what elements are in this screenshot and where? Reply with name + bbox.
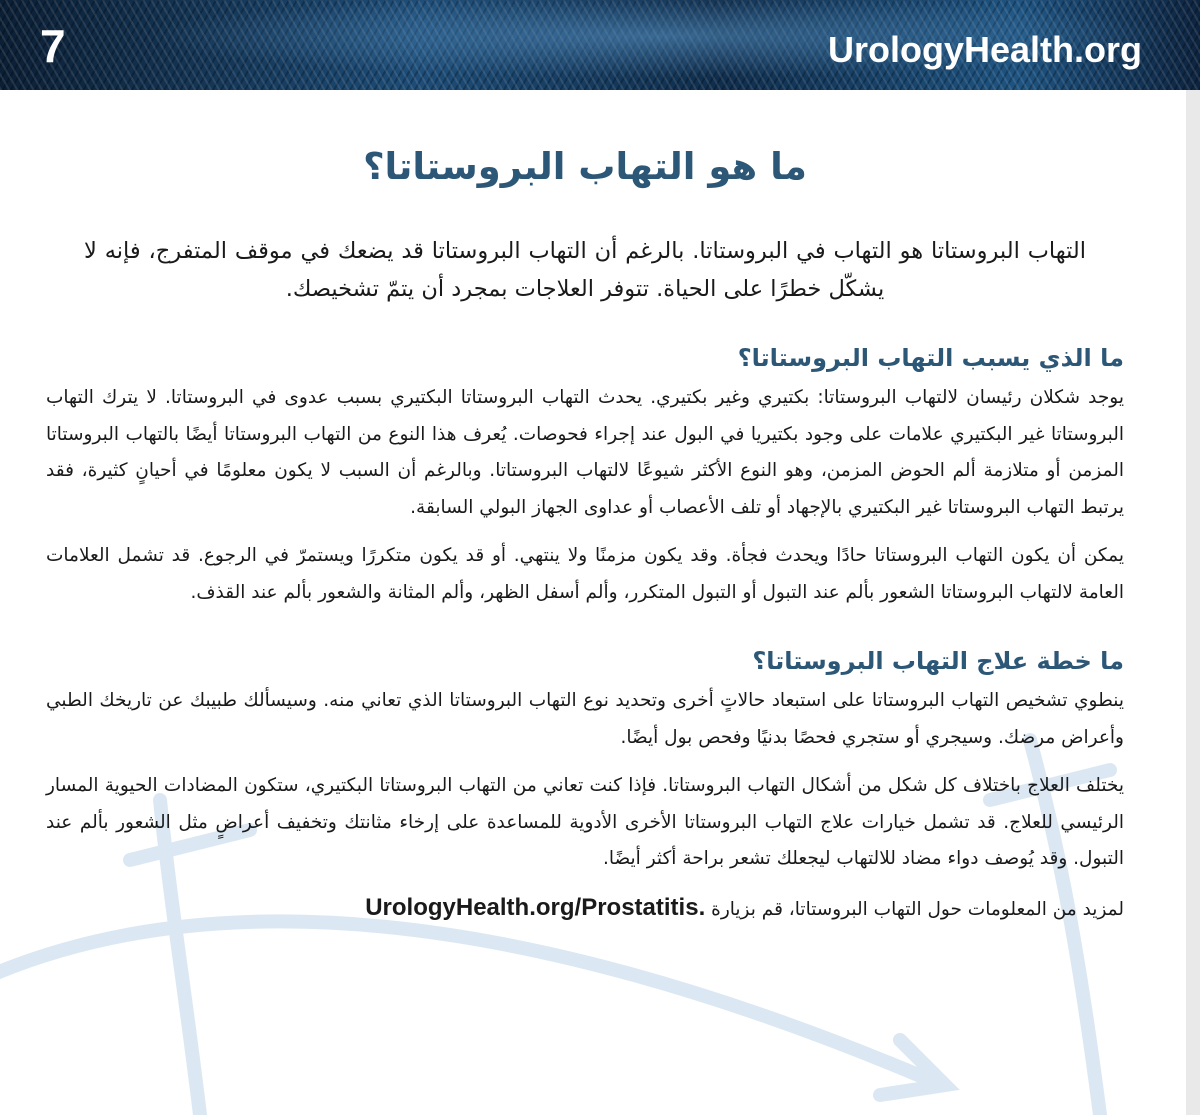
page-edge [1186, 90, 1200, 1115]
causes-paragraph-1: يوجد شكلان رئيسان لالتهاب البروستاتا: بكتيري وغير بكتيري. يحدث التهاب البروستاتا البكتيري بسبب عدوى في البروستاتا. لا يترك التهاب البروستاتا غير البكتيري علامات على وجود بكتيريا في البول عند إجراء فحوصات. يُعرف هذا النوع من التهاب البروستاتا أيضًا بالتهاب البروستاتا المزمن أو متلازمة ألم الحوض المزمن، وهو النوع الأكثر شيوعًا لالتهاب البروستاتا. وبالرغم أن السبب لا يكون معلومًا في أحيانٍ كثيرة، فقد يرتبط التهاب البروستاتا غير البكتيري بالإجهاد أو تلف الأعصاب أو عداوى الجهاز البولي السابقة. [46, 387, 1124, 518]
header-banner [0, 0, 1200, 90]
more-info [46, 890, 1124, 928]
treatment-paragraph-1: ينطوي تشخيص التهاب البروستاتا على استبعاد حالاتٍ أخرى وتحديد نوع التهاب البروستاتا الذي تعاني منه. وسيسألك طبيبك عن تاريخك الطبي وأعراض مرضك. وسيجري أو ستجري فحصًا بدنيًا وفحص بول أيضًا. [46, 690, 1124, 748]
treatment-paragraph-2: يختلف العلاج باختلاف كل شكل من أشكال التهاب البروستاتا. فإذا كنت تعاني من التهاب البروستاتا البكتيري، ستكون المضادات الحيوية المسار الرئيسي للعلاج. قد تشمل خيارات علاج التهاب البروستاتا الأخرى الأدوية للمساعدة على إرخاء مثانتك وتخفيف أعراضٍ مثل الشعور بألم عند التبول. وقد يُوصف دواء مضاد للالتهاب ليجعلك تشعر براحة أكثر أيضًا. [46, 775, 1124, 869]
site-name[interactable]: UrologyHealth.org [827, 29, 1142, 70]
prostatitis-link[interactable]: UrologyHealth.org/Prostatitis [365, 893, 699, 921]
causes-paragraph-2: يمكن أن يكون التهاب البروستاتا حادًا ويحدث فجأة. وقد يكون مزمنًا ولا ينتهي. أو قد يكون متكررًا ويستمرّ في الرجوع. قد تشمل العلامات العامة لالتهاب البروستاتا الشعور بألم عند التبول أو التبول المتكرر، وألم أسفل الظهر، وألم المثانة والشعور بألم عند القذف. [46, 545, 1124, 603]
more-info-text: لمزيد من المعلومات حول التهاب البروستاتا، قم بزيارة [711, 898, 1124, 920]
page-number: 7 [40, 20, 66, 72]
page-title: ما هو التهاب البروستاتا؟ [363, 145, 807, 188]
section-heading-causes: ما الذي يسبب التهاب البروستاتا؟ [737, 344, 1124, 372]
intro-paragraph: التهاب البروستاتا هو التهاب في البروستاتا. بالرغم أن التهاب البروستاتا قد يضعك في موقف المتفرج، فإنه لا يشكّل خطرًا على الحياة. تتوفر العلاجات بمجرد أن يتمّ تشخيصك. [84, 238, 1086, 302]
section-heading-treatment: ما خطة علاج التهاب البروستاتا؟ [752, 647, 1124, 675]
article [46, 120, 1124, 928]
more-info-period: . [698, 893, 706, 921]
